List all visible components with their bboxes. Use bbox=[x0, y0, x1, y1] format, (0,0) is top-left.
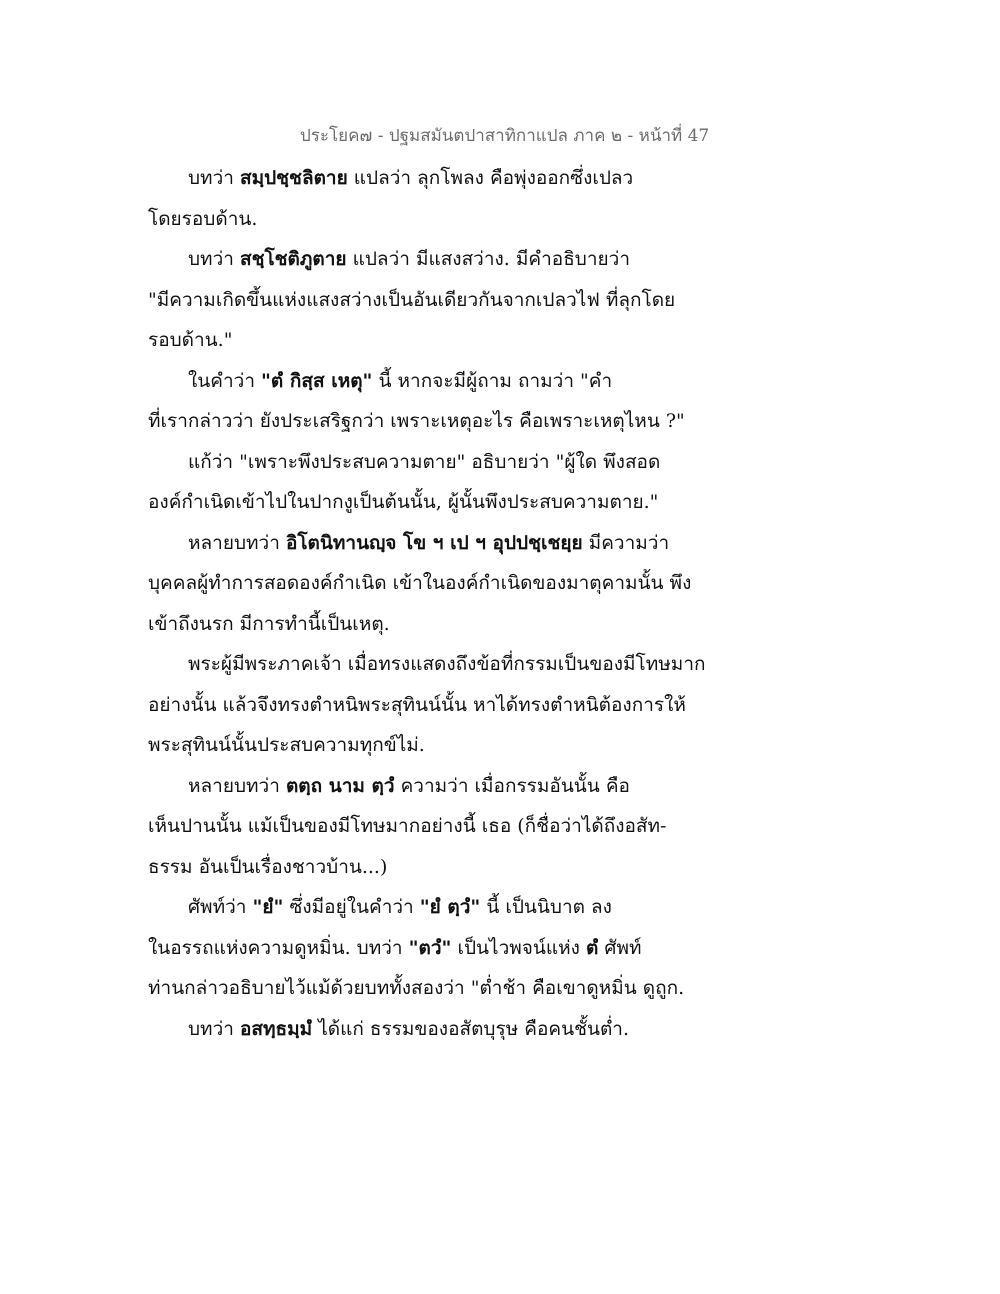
body-text bbox=[148, 158, 708, 1049]
text-line bbox=[148, 320, 708, 361]
text-line bbox=[148, 847, 708, 888]
text-segment: เห็นปานนั้น แม้เป็นของมีโทษมากอย่างนี้ เธอ (ก็ชื่อว่าได้ถึงอสัท- bbox=[148, 815, 667, 837]
text-line bbox=[148, 563, 708, 604]
text-segment: มีความว่า bbox=[582, 531, 670, 554]
text-line bbox=[148, 887, 708, 928]
pali-term: ตํ bbox=[586, 936, 599, 959]
pali-term: "ยํ ตฺวํ" bbox=[419, 896, 481, 918]
text-segment: นี้ เป็นนิบาต ลง bbox=[480, 896, 612, 918]
text-segment: แปลว่า ลุกโพลง คือพุ่งออกซึ่งเปลว bbox=[347, 167, 634, 189]
text-segment: บทว่า bbox=[188, 248, 240, 270]
text-segment: หลายบทว่า bbox=[188, 774, 286, 797]
text-line bbox=[148, 604, 708, 645]
text-segment: เข้าถึงนรก มีการทำนี้เป็นเหตุ. bbox=[148, 612, 390, 635]
text-segment: ในคำว่า bbox=[188, 369, 262, 392]
text-line bbox=[148, 361, 708, 402]
text-segment: เป็นไวพจน์แห่ง bbox=[451, 936, 586, 959]
running-header: ประโยค๗ - ปฐมสมันตปาสาทิกาแปล ภาค ๒ - หน้าที่ 47 bbox=[300, 126, 710, 146]
text-line bbox=[148, 1009, 708, 1050]
text-segment: ซึ่งมีอยู่ในคำว่า bbox=[283, 896, 420, 918]
pali-term: "ตํ กิสฺส เหตุ" bbox=[261, 369, 373, 392]
text-segment: ได้แก่ ธรรมของอสัตบุรุษ คือคนชั้นต่ำ. bbox=[312, 1017, 630, 1040]
pali-term: สชฺโชติภูตาย bbox=[239, 248, 347, 270]
text-segment: ศัพท์ว่า bbox=[188, 896, 253, 918]
pali-term: อสทฺธมฺมํ bbox=[239, 1017, 313, 1040]
text-segment: โดยรอบด้าน. bbox=[148, 207, 258, 230]
text-line bbox=[148, 158, 708, 199]
text-segment: "มีความเกิดขึ้นแห่งแสงสว่างเป็นอันเดียวกันจากเปลวไฟ ที่ลุกโดย bbox=[148, 288, 676, 311]
text-segment: บทว่า bbox=[188, 167, 240, 189]
text-segment: แปลว่า มีแสงสว่าง. มีคำอธิบายว่า bbox=[346, 248, 630, 270]
pali-term: "ยํ" bbox=[252, 896, 284, 918]
text-line bbox=[148, 280, 708, 321]
text-segment: ในอรรถแห่งความดูหมิ่น. บทว่า bbox=[148, 936, 409, 959]
text-line bbox=[148, 806, 708, 847]
text-line bbox=[148, 401, 708, 442]
text-segment: พระสุทินน์นั้นประสบความทุกข์ไม่. bbox=[148, 734, 425, 756]
text-segment: รอบด้าน." bbox=[148, 329, 233, 351]
text-segment: หลายบทว่า bbox=[188, 531, 286, 554]
text-segment: ที่เรากล่าวว่า ยังประเสริฐกว่า เพราะเหตุอะไร คือเพราะเหตุไหน ?" bbox=[148, 410, 685, 432]
text-segment: แก้ว่า "เพราะพึงประสบความตาย" อธิบายว่า "ผู้ใด พึงสอด bbox=[188, 450, 661, 473]
text-line bbox=[148, 644, 708, 685]
text-segment: ท่านกล่าวอธิบายไว้แม้ด้วยบททั้งสองว่า "ต่ำช้า คือเขาดูหมิ่น ดูถูก. bbox=[148, 977, 685, 999]
text-segment: พระผู้มีพระภาคเจ้า เมื่อทรงแสดงถึงข้อที่กรรมเป็นของมีโทษมาก bbox=[188, 653, 706, 675]
text-line bbox=[148, 482, 708, 523]
text-line bbox=[148, 725, 708, 766]
text-segment: องค์กำเนิดเข้าไปในปากงูเป็นต้นนั้น, ผู้นั้นพึงประสบความตาย." bbox=[148, 491, 659, 513]
text-segment: บทว่า bbox=[188, 1017, 240, 1040]
text-line bbox=[148, 199, 708, 240]
pali-term: สมฺปชฺชลิตาย bbox=[239, 167, 348, 189]
text-line bbox=[148, 523, 708, 564]
text-line bbox=[148, 928, 708, 969]
text-line bbox=[148, 239, 708, 280]
text-segment: นี้ หากจะมีผู้ถาม ถามว่า "คำ bbox=[372, 369, 613, 392]
text-line bbox=[148, 968, 708, 1009]
text-segment: ศัพท์ bbox=[598, 936, 642, 959]
text-segment: บุคคลผู้ทำการสอดองค์กำเนิด เข้าในองค์กำเนิดของมาตุคามนั้น พึง bbox=[148, 572, 692, 594]
pali-term: ตตฺถ นาม ตฺวํ bbox=[285, 774, 395, 797]
pali-term: อิโตนิทานญฺจ โข ฯ เป ฯ อุปปชฺเชยฺย bbox=[285, 531, 583, 554]
text-line bbox=[148, 766, 708, 807]
text-segment: อย่างนั้น แล้วจึงทรงตำหนิพระสุทินน์นั้น หาได้ทรงตำหนิต้องการให้ bbox=[148, 693, 686, 716]
pali-term: "ตวํ" bbox=[408, 936, 452, 959]
text-line bbox=[148, 685, 708, 726]
text-segment: ธรรม อันเป็นเรื่องชาวบ้าน...) bbox=[148, 855, 388, 878]
text-line bbox=[148, 442, 708, 483]
text-segment: ความว่า เมื่อกรรมอันนั้น คือ bbox=[394, 774, 630, 797]
